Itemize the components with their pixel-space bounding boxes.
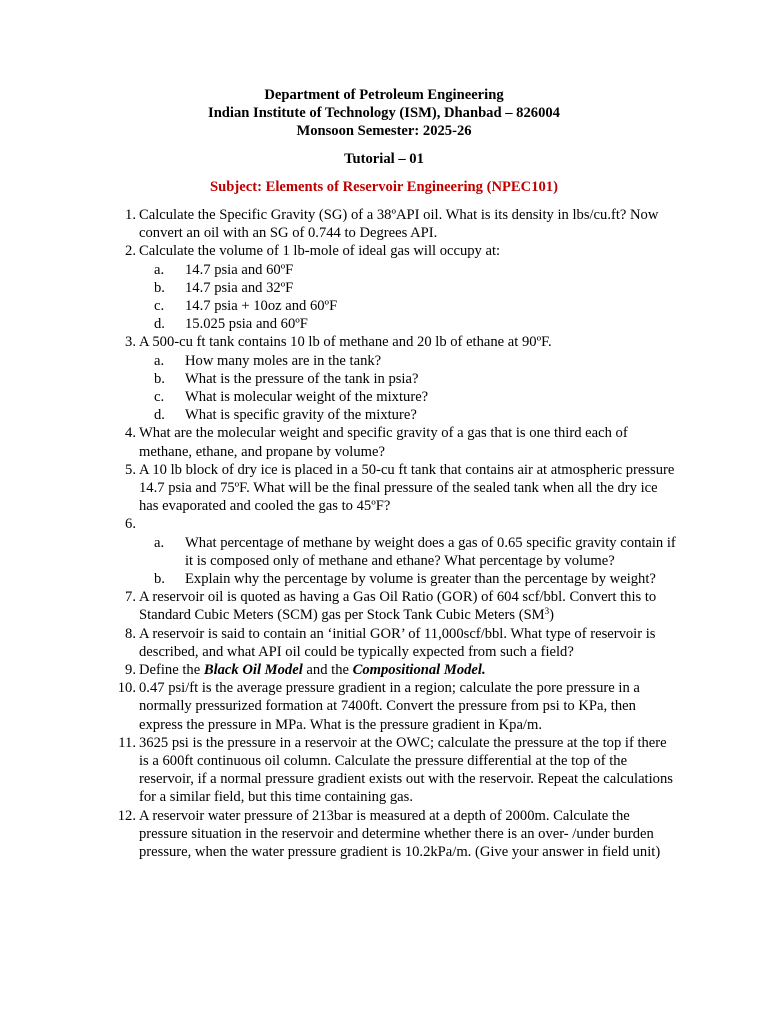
question-2	[108, 242, 678, 333]
question-list	[108, 206, 678, 861]
sub-question-text: What is specific gravity of the mixture?	[185, 407, 417, 424]
question-7	[108, 588, 678, 624]
institute-title: Indian Institute of Technology (ISM), Dhanbad – 826004	[208, 105, 560, 122]
question-text: A reservoir oil is quoted as having a Gas Oil Ratio (GOR) of 604 scf/bbl. Convert this to Standard Cubic Meters (SCM) gas per Stock Tank Cubic Meters (SM	[139, 589, 657, 624]
sub-question-list	[154, 534, 678, 589]
tutorial-title: Tutorial – 01	[344, 151, 424, 167]
sub-question-text: 14.7 psia and 32ºF	[185, 279, 294, 296]
question-10	[108, 679, 678, 734]
question-number: 5.	[125, 461, 136, 478]
question-number: 9.	[125, 662, 136, 679]
sub-question-text: What percentage of methane by weight does a gas of 0.65 specific gravity contain if it is composed only of methane and ethane? What percentage by volume?	[185, 534, 676, 569]
superscript: 3	[544, 606, 550, 617]
question-number: 8.	[125, 625, 136, 642]
department-title: Department of Petroleum Engineering	[264, 87, 504, 103]
question-5	[108, 461, 678, 516]
sub-question-text: Explain why the percentage by volume is greater than the percentage by weight?	[185, 571, 656, 588]
sub-question-list	[154, 352, 678, 425]
question-number: 7.	[125, 589, 136, 606]
question-8	[108, 625, 678, 661]
sub-question-label: c.	[154, 298, 165, 315]
question-text: Define the	[139, 662, 204, 679]
question-number: 10.	[117, 680, 136, 697]
black-oil-model-term: Black Oil Model	[203, 662, 303, 679]
question-text: 3625 psi is the pressure in a reservoir at the OWC; calculate the pressure at the top if there is a 600ft continuous oil column. Calculate the pressure differential at the top of the reservoir, if a normal pressure gradient exists out with the reservoir. Repeat the calculations for a similar field, but this time containing gas.	[139, 734, 673, 806]
question-number: 11.	[118, 734, 136, 751]
sub-question-text: 15.025 psia and 60ºF	[185, 316, 308, 333]
sub-question	[154, 261, 678, 279]
sub-question-text: What is molecular weight of the mixture?	[185, 389, 429, 406]
question-text: What are the molecular weight and specific gravity of a gas that is one third each of methane, ethane, and propane by volume?	[139, 425, 628, 460]
sub-question-text: How many moles are in the tank?	[185, 352, 382, 369]
question-number: 4.	[125, 425, 136, 442]
question-11	[108, 734, 678, 807]
sub-question-text: 14.7 psia + 10oz and 60ºF	[185, 298, 338, 315]
question-number: 6.	[125, 516, 136, 533]
question-text-mid: and the	[302, 662, 353, 679]
question-4	[108, 424, 678, 460]
sub-question-label: d.	[154, 316, 165, 333]
question-6	[108, 515, 678, 588]
sub-question-label: b.	[154, 370, 165, 387]
question-number: 2.	[125, 243, 136, 260]
blank-line	[139, 515, 678, 533]
question-text: A 500-cu ft tank contains 10 lb of methane and 20 lb of ethane at 90ºF.	[139, 334, 552, 351]
sub-question-label: a.	[154, 261, 165, 278]
sub-question	[154, 388, 678, 406]
question-1	[108, 206, 678, 242]
sub-question	[154, 297, 678, 315]
compositional-model-term: Compositional Model.	[352, 662, 486, 679]
subject-title: Subject: Elements of Reservoir Engineering (NPEC101)	[210, 179, 558, 195]
semester-title: Monsoon Semester: 2025-26	[296, 123, 472, 140]
question-9	[108, 661, 678, 679]
question-3	[108, 333, 678, 424]
sub-question	[154, 534, 678, 570]
sub-question-text: What is the pressure of the tank in psia?	[185, 370, 419, 387]
question-number: 1.	[125, 207, 136, 223]
question-text: A reservoir water pressure of 213bar is measured at a depth of 2000m. Calculate the pressure situation in the reservoir and determine whether there is an over- /under burden pressure, when the water pressure gradient is 10.2kPa/m. (Give your answer in field unit)	[139, 807, 661, 861]
sub-question-label: a.	[154, 352, 165, 369]
sub-question-label: d.	[154, 407, 165, 424]
question-text: Calculate the Specific Gravity (SG) of a 38ºAPI oil. What is its density in lbs/cu.ft? Now convert an oil with an SG of 0.744 to Degrees API.	[139, 207, 659, 242]
sub-question	[154, 370, 678, 388]
question-text: A 10 lb block of dry ice is placed in a 50-cu ft tank that contains air at atmospheric pressure 14.7 psia and 75ºF. What will be the final pressure of the sealed tank when all the dry ice has evaporated and cooled the gas to 45ºF?	[139, 461, 675, 515]
document-header	[0, 86, 768, 141]
sub-question-label: b.	[154, 279, 165, 296]
sub-question	[154, 406, 678, 424]
question-number: 12.	[117, 807, 136, 824]
question-number: 3.	[125, 334, 136, 351]
sub-question	[154, 352, 678, 370]
sub-question	[154, 570, 678, 588]
sub-question-label: b.	[154, 571, 165, 588]
sub-question-label: a.	[154, 534, 165, 551]
question-text-tail: )	[549, 607, 555, 624]
sub-question	[154, 279, 678, 297]
sub-question-list	[154, 261, 678, 334]
sub-question	[154, 315, 678, 333]
sub-question-text: 14.7 psia and 60ºF	[185, 261, 294, 278]
question-text: A reservoir is said to contain an ‘initial GOR’ of 11,000scf/bbl. What type of reservoir is described, and what API oil could be typically expected from such a field?	[139, 625, 656, 660]
question-text: 0.47 psi/ft is the average pressure gradient in a region; calculate the pore pressure in a normally pressurized formation at 7400ft. Convert the pressure from psi to KPa, then express the pressure in MPa. What is the pressure gradient in Kpa/m.	[139, 680, 640, 733]
question-text: Calculate the volume of 1 lb-mole of ideal gas will occupy at:	[139, 243, 501, 260]
question-12	[108, 807, 678, 862]
sub-question-label: c.	[154, 389, 165, 406]
